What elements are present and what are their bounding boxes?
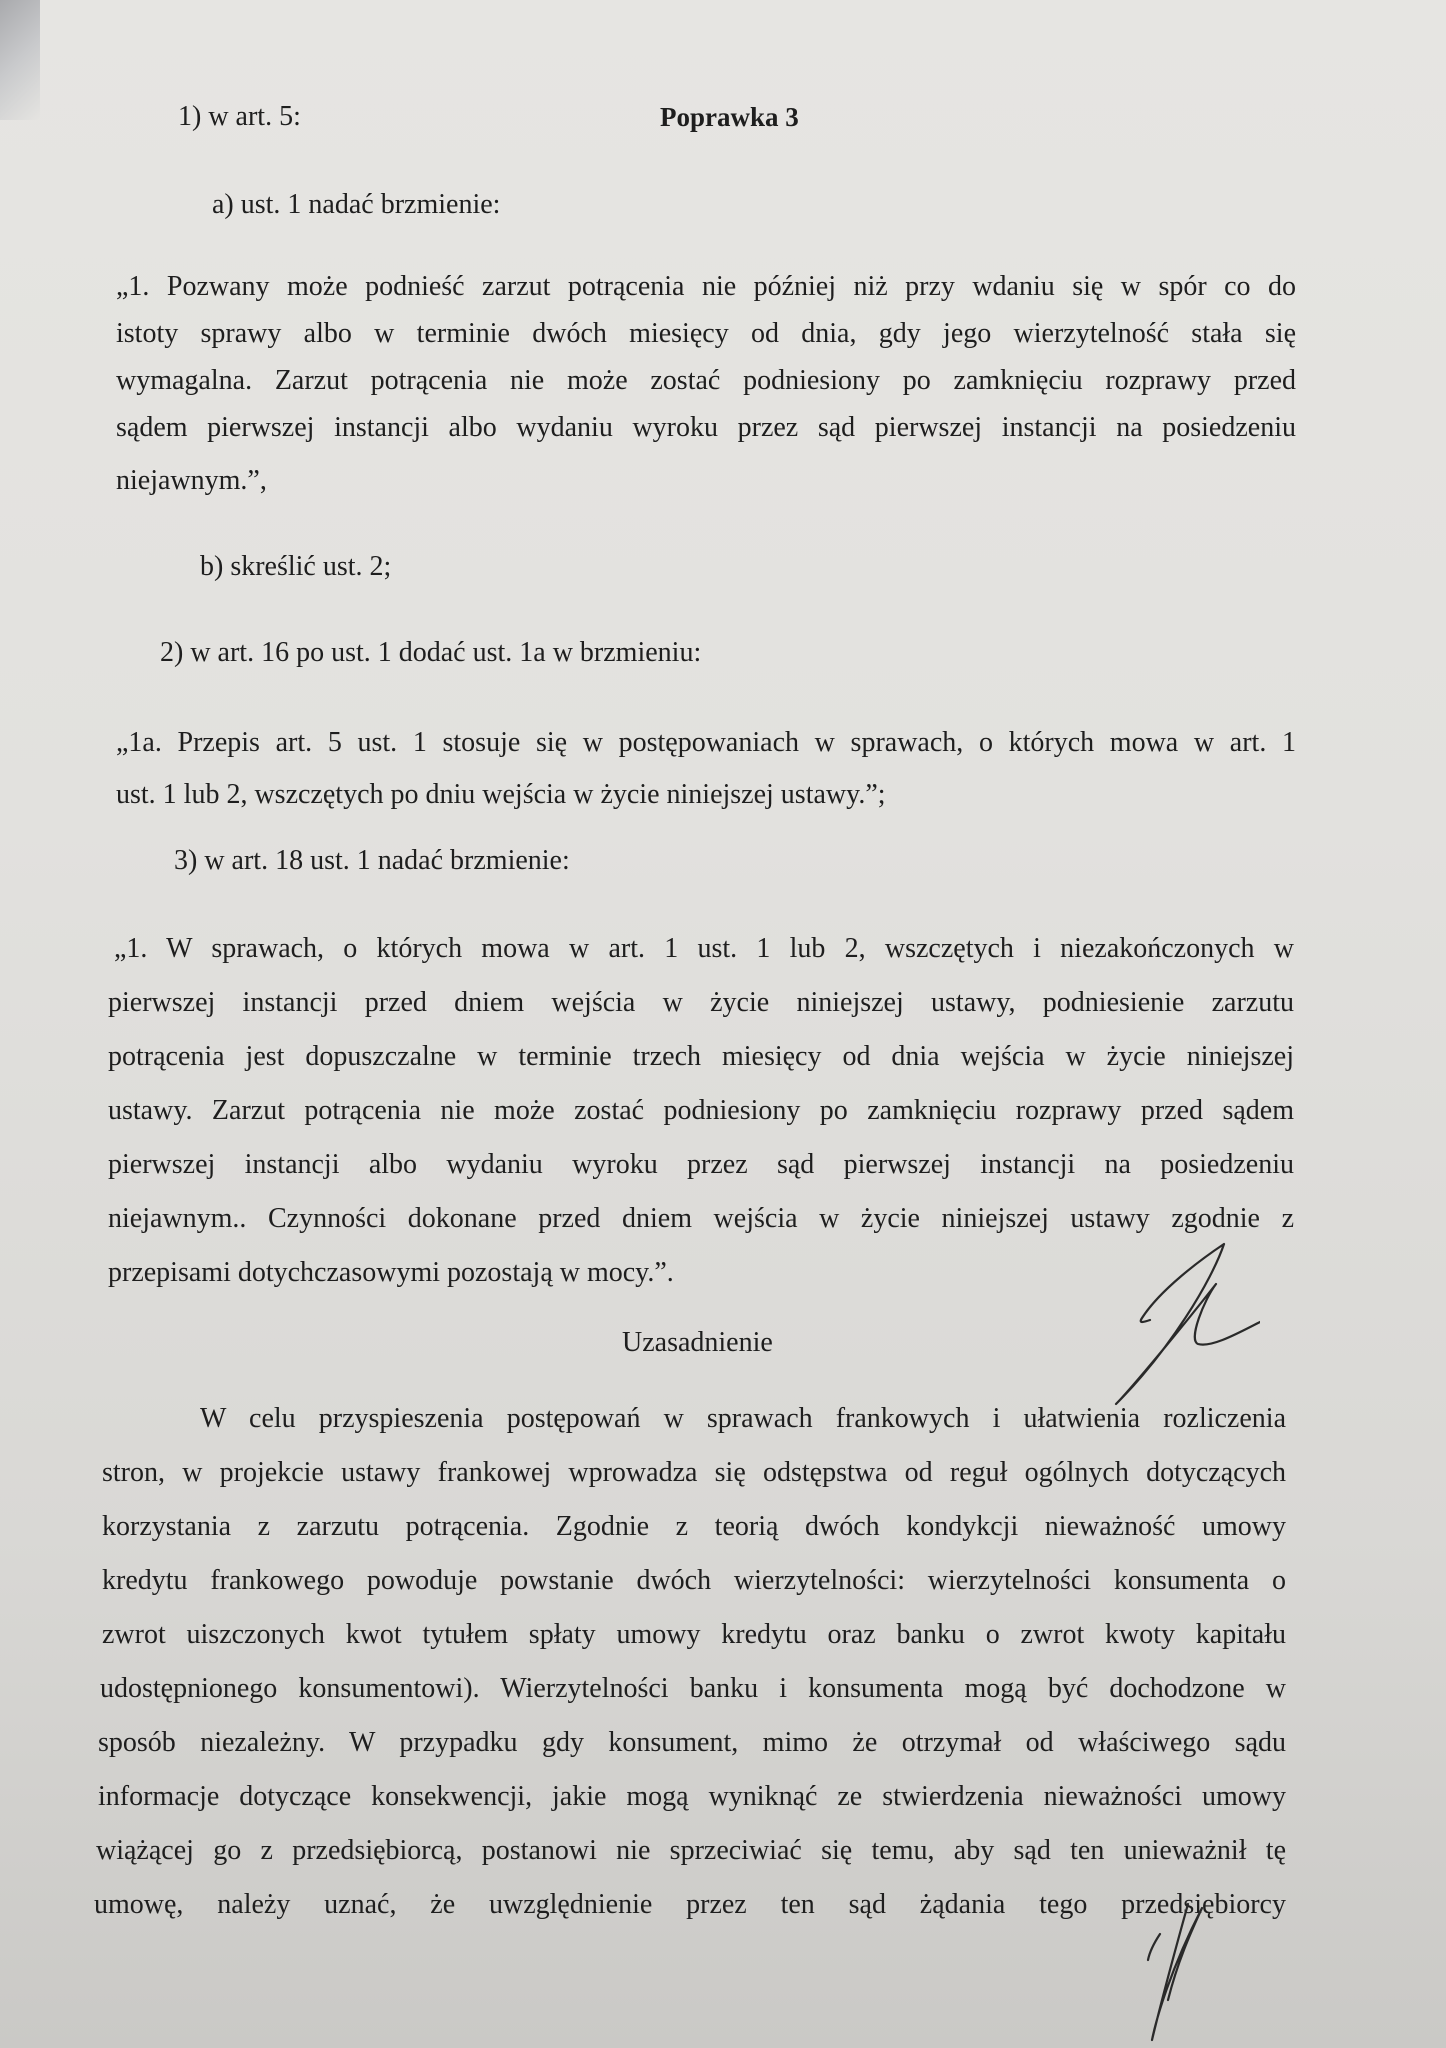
quote3-line: pierwszej instancji albo wydaniu wyroku przez sąd pierwszej instancji na posiedzeniu [108,1149,1294,1180]
justification-line: W celu przyspieszenia postępowań w sprawach frankowych i ułatwienia rozliczenia [200,1403,1286,1434]
quote1-line: istoty sprawy albo w terminie dwóch miesięcy od dnia, gdy jego wierzytelność stała się [116,318,1296,349]
justification-line: informacje dotyczące konsekwencji, jakie mogą wyniknąć ze stwierdzenia nieważności umowy [98,1781,1286,1812]
quote3-line: „1. W sprawach, o których mowa w art. 1 ust. 1 lub 2, wszczętych i niezakończonych w [114,933,1294,964]
amendment-item-3: 3) w art. 18 ust. 1 nadać brzmienie: [174,845,570,876]
justification-line: udostępnionego konsumentowi). Wierzytelności banku i konsumenta mogą być dochodzone w [100,1673,1286,1704]
quote2-line: ust. 1 lub 2, wszczętych po dniu wejścia w życie niniejszej ustawy.”; [116,779,886,810]
amendment-item-2: 2) w art. 16 po ust. 1 dodać ust. 1a w brzmieniu: [160,637,702,668]
quote3-line: pierwszej instancji przed dniem wejścia w życie niniejszej ustawy, podniesienie zarzutu [108,987,1294,1018]
page-title: Poprawka 3 [660,102,799,132]
amendment-item-1: 1) w art. 5: [178,101,301,132]
justification-heading: Uzasadnienie [622,1327,773,1358]
justification-line: zwrot uiszczonych kwot tytułem spłaty umowy kredytu oraz banku o zwrot kwoty kapitału [102,1619,1286,1650]
quote3-line: przepisami dotychczasowymi pozostają w mocy.”. [108,1257,674,1288]
page-edge-shadow [0,0,40,120]
justification-line: kredytu frankowego powoduje powstanie dwóch wierzytelności: wierzytelności konsumenta o [102,1565,1286,1596]
amendment-item-1a: a) ust. 1 nadać brzmienie: [212,189,501,220]
quote1-line: niejawnym.”, [116,465,267,496]
justification-line: wiążącej go z przedsiębiorcą, postanowi nie sprzeciwiać się temu, aby sąd ten unieważnił tę [96,1835,1286,1866]
quote1-line: wymagalna. Zarzut potrącenia nie może zostać podniesiony po zamknięciu rozprawy przed [116,365,1296,396]
quote1-line: sądem pierwszej instancji albo wydaniu wyroku przez sąd pierwszej instancji na posiedzeniu [116,412,1296,443]
quote3-line: niejawnym.. Czynności dokonane przed dniem wejścia w życie niniejszej ustawy zgodnie z [108,1203,1294,1234]
initials-signature-2 [1130,1900,1220,2048]
quote3-line: potrącenia jest dopuszczalne w terminie trzech miesięcy od dnia wejścia w życie niniejszej [108,1041,1294,1072]
quote1-line: „1. Pozwany może podnieść zarzut potrącenia nie później niż przy wdaniu się w spór co do [116,271,1296,302]
amendment-item-1b: b) skreślić ust. 2; [200,551,392,582]
justification-line: stron, w projekcie ustawy frankowej wprowadza się odstępstwa od reguł ogólnych dotyczących [102,1457,1286,1488]
justification-line: korzystania z zarzutu potrącenia. Zgodnie z teorią dwóch kondykcji nieważność umowy [102,1511,1286,1542]
justification-line: umowę, należy uznać, że uwzględnienie przez ten sąd żądania tego przedsiębiorcy [94,1889,1286,1920]
justification-line: sposób niezależny. W przypadku gdy konsument, mimo że otrzymał od właściwego sądu [98,1727,1286,1758]
quote3-line: ustawy. Zarzut potrącenia nie może zostać podniesiony po zamknięciu rozprawy przed sądem [108,1095,1294,1126]
initials-signature-1 [1100,1240,1260,1420]
quote2-line: „1a. Przepis art. 5 ust. 1 stosuje się w postępowaniach w sprawach, o których mowa w art. 1 [116,727,1296,758]
